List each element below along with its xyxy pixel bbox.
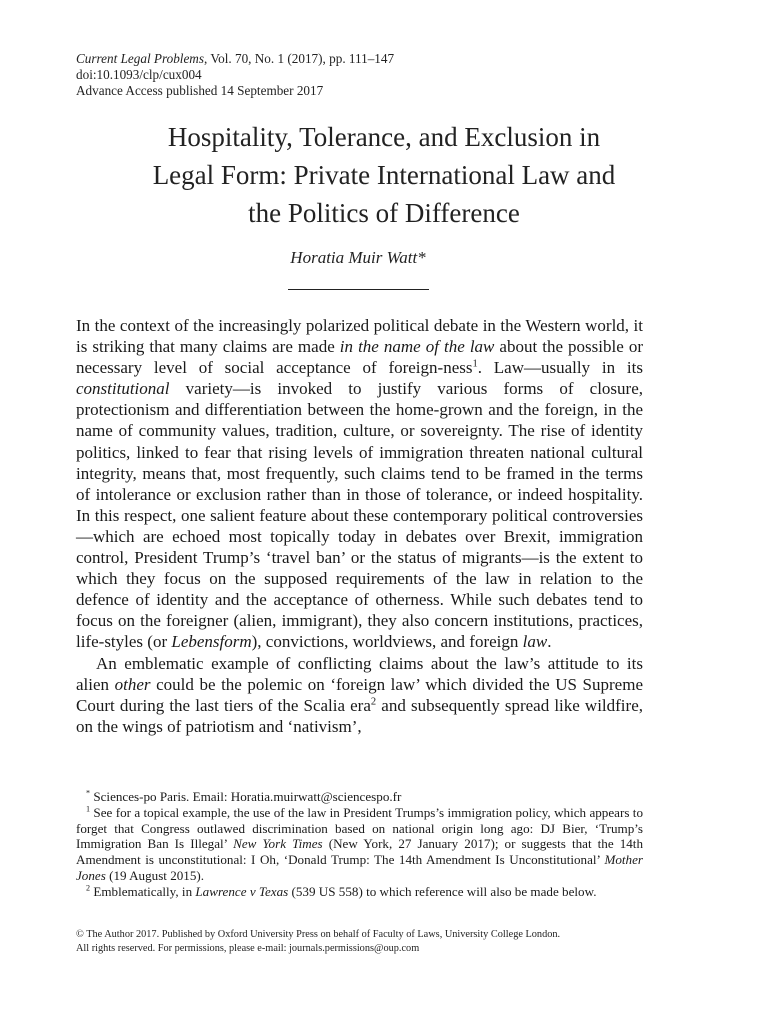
- footnote-text: Sciences-po Paris. Email: Horatia.muirwatt@sciencespo.fr: [90, 789, 402, 804]
- journal-header: [76, 51, 394, 99]
- footnotes: [76, 789, 643, 900]
- article-body: [76, 315, 643, 737]
- text-run: variety—is invoked to justify various forms of closure, protectionism and differentiation between the home-grown and the foreign, in the name of community values, tradition, culture, or sovereignty. The rise of identity politics, linked to fear that rising levels of immigration threaten national cultural integrity, means that, most frequently, such claims tend to be framed in the terms of intolerance or exclusion rather than in those of tolerance, or indeed hospitality. In this respect, one salient feature about these contemporary political controversies—which are echoed most topically today in debates over Brexit, immigration control, President Trump’s ‘travel ban’ or the status of migrants—is the extent to which they focus on the supposed requirements of the law in relation to the defence of identity and the acceptance of otherness. While such debates tend to focus on the foreigner (alien, immigrant), they also concern institutions, practices, life-styles (or: [76, 379, 643, 652]
- title-divider: [288, 289, 429, 290]
- text-run: about the possible or necessary level of social acceptance of foreign-ness: [76, 337, 643, 378]
- advance-access: Advance Access published 14 September 2017: [76, 83, 324, 98]
- footnote-text: Emblematically, in: [90, 883, 196, 899]
- footnote-text: (539 US 558) to which reference will also be made below.: [288, 883, 597, 899]
- copyright-line-1: © The Author 2017. Published by Oxford University Press on behalf of Faculty of Laws, University College London.: [76, 929, 561, 940]
- title-line-2: Legal Form: Private International Law and: [152, 160, 616, 190]
- footnote-ref-2[interactable]: 2: [370, 696, 377, 708]
- footnote-mark: 1: [86, 804, 91, 814]
- text-run: and subsequently spread like wildfire, on the wings of patriotism and ‘nativism’,: [76, 695, 643, 736]
- emphasis: Lawrence v Texas: [195, 883, 289, 899]
- doi: doi:10.1093/clp/cux004: [76, 67, 202, 82]
- copyright-notice: [76, 928, 656, 956]
- article-title: [60, 118, 708, 232]
- title-line-3: the Politics of Difference: [248, 198, 520, 228]
- emphasis: New York Times: [233, 836, 323, 852]
- paragraph-2: [76, 653, 643, 737]
- emphasis: Lebensform: [171, 632, 252, 652]
- copyright-line-2: All rights reserved. For permissions, please e-mail: journals.permissions@oup.com: [76, 943, 420, 954]
- footnote-mark: *: [86, 788, 91, 798]
- emphasis: other: [114, 674, 151, 694]
- emphasis: Mother Jones: [76, 852, 643, 883]
- emphasis: law: [522, 632, 548, 652]
- volume-pages: , Vol. 70, No. 1 (2017), pp. 111–147: [203, 51, 395, 66]
- paragraph-1: [76, 315, 643, 653]
- text-run: .: [547, 632, 552, 652]
- citation-line: [76, 51, 394, 67]
- emphasis: constitutional: [76, 379, 170, 399]
- footnote-2: [76, 884, 643, 900]
- title-line-1: Hospitality, Tolerance, and Exclusion in: [167, 122, 601, 152]
- footnote-text: (19 August 2015).: [105, 867, 205, 883]
- text-run: In the context of the increasingly polarized political debate in the Western world, it is striking that many claims are made: [76, 316, 643, 357]
- text-run: ), convictions, worldviews, and foreign: [251, 632, 523, 652]
- text-run: could be the polemic on ‘foreign law’ which divided the US Supreme Court during the last tiers of the Scalia era: [76, 674, 643, 715]
- emphasis: in the name of the law: [339, 337, 495, 357]
- text-run: . Law—usually in its: [477, 358, 643, 378]
- journal-name: Current Legal Problems: [76, 51, 204, 66]
- footnote-1: [76, 805, 643, 884]
- footnote-ref-1[interactable]: 1: [472, 358, 478, 370]
- footnote-star: [76, 789, 643, 805]
- footnote-text: (New York, 27 January 2017); or suggests that the 14th Amendment is unconstitutional: I Oh, ‘Donald Trump: The 14th Amendment Is Unconstitutional’: [76, 836, 643, 868]
- footnote-text: See for a topical example, the use of the law in President Trumps’s immigration policy, which appears to forget that Congress outlawed discrimination based on national origin long ago: DJ Bier, ‘Trump’s Immigration Ban Is Illegal’: [76, 804, 643, 852]
- text-run: An emblematic example of conflicting claims about the law’s attitude to its alien: [76, 653, 643, 694]
- footnote-mark: 2: [86, 883, 91, 893]
- author-name: Horatia Muir Watt*: [290, 248, 426, 267]
